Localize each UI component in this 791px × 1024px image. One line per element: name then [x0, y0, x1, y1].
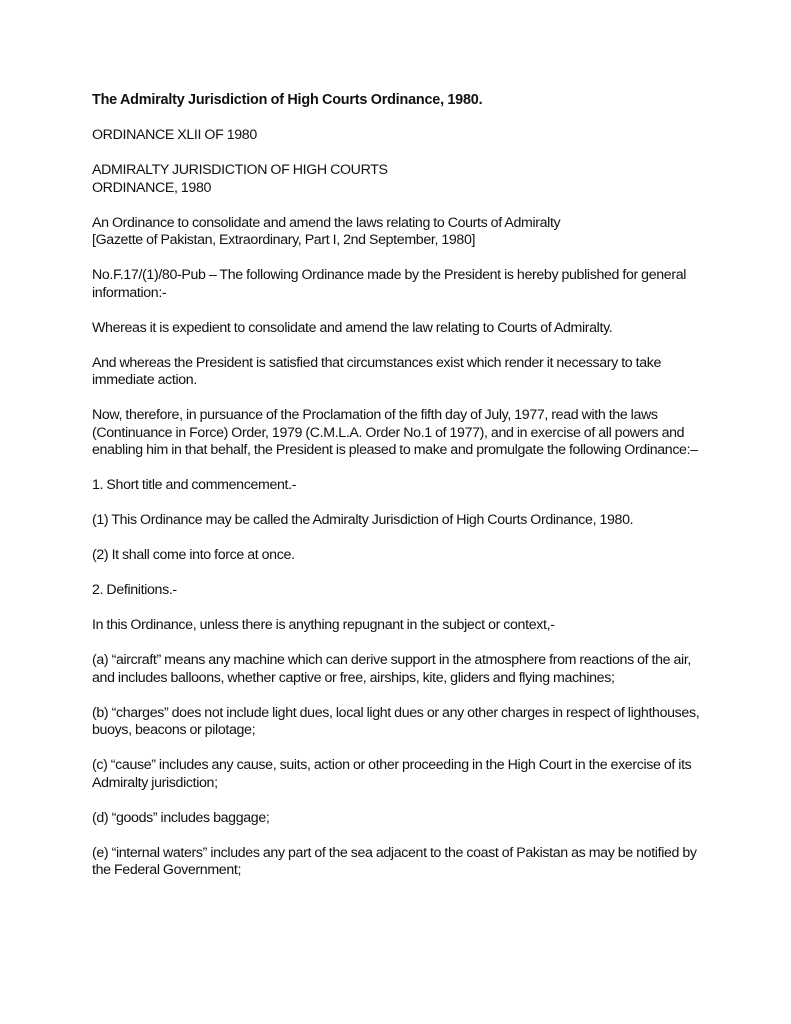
section-intro: In this Ordinance, unless there is anything repugnant in the subject or context,- — [92, 617, 555, 633]
document-title: The Admiralty Jurisdiction of High Courts Ordinance, 1980. — [92, 92, 483, 108]
ordinance-heading — [92, 162, 702, 197]
document-page — [92, 92, 702, 897]
definition-clause: (e) “internal waters” includes any part of the sea adjacent to the coast of Pakistan as may be notified by the Federal Government; — [92, 844, 697, 878]
section-clause: (2) It shall come into force at once. — [92, 547, 295, 563]
heading-line-1: ADMIRALTY JURISDICTION OF HIGH COURTS — [92, 162, 388, 178]
section-clause: (1) This Ordinance may be called the Admiralty Jurisdiction of High Courts Ordinance, 1980. — [92, 512, 634, 528]
gazette-citation: [Gazette of Pakistan, Extraordinary, Part I, 2nd September, 1980] — [92, 232, 476, 248]
whereas-paragraph-1: Whereas it is expedient to consolidate and amend the law relating to Courts of Admiralty. — [92, 319, 613, 336]
section-heading: 2. Definitions.- — [92, 582, 177, 598]
section-heading: 1. Short title and commencement.- — [92, 477, 297, 493]
preamble — [92, 215, 702, 250]
definition-clause: (a) “aircraft” means any machine which can derive support in the atmosphere from reactions of the air, and includes balloons, whether captive or free, airships, kite, gliders and flying machines; — [92, 652, 692, 686]
whereas-paragraph-2: And whereas the President is satisfied that circumstances exist which render it necessary to take immediate action. — [92, 354, 662, 388]
heading-line-2: ORDINANCE, 1980 — [92, 179, 212, 196]
enacting-clause: Now, therefore, in pursuance of the Proclamation of the fifth day of July, 1977, read with the laws (Continuance in Force) Order, 1979 (C.M.L.A. Order No.1 of 1977), and in exercise of all powers and enabling him in that behalf, the President is pleased to make and promulgate the following Ordinance:– — [92, 407, 698, 458]
definition-clause: (c) “cause” includes any cause, suits, action or other proceeding in the High Court in the exercise of its Admiralty jurisdiction; — [92, 757, 692, 791]
definition-clause: (d) “goods” includes baggage; — [92, 809, 270, 826]
preamble-line-1: An Ordinance to consolidate and amend the laws relating to Courts of Admiralty — [92, 214, 561, 231]
ordinance-number: ORDINANCE XLII OF 1980 — [92, 127, 257, 143]
notification-paragraph: No.F.17/(1)/80-Pub – The following Ordinance made by the President is hereby published for general information:- — [92, 267, 687, 301]
definition-clause: (b) “charges” does not include light dues, local light dues or any other charges in respect of lighthouses, buoys, beacons or pilotage; — [92, 704, 700, 738]
